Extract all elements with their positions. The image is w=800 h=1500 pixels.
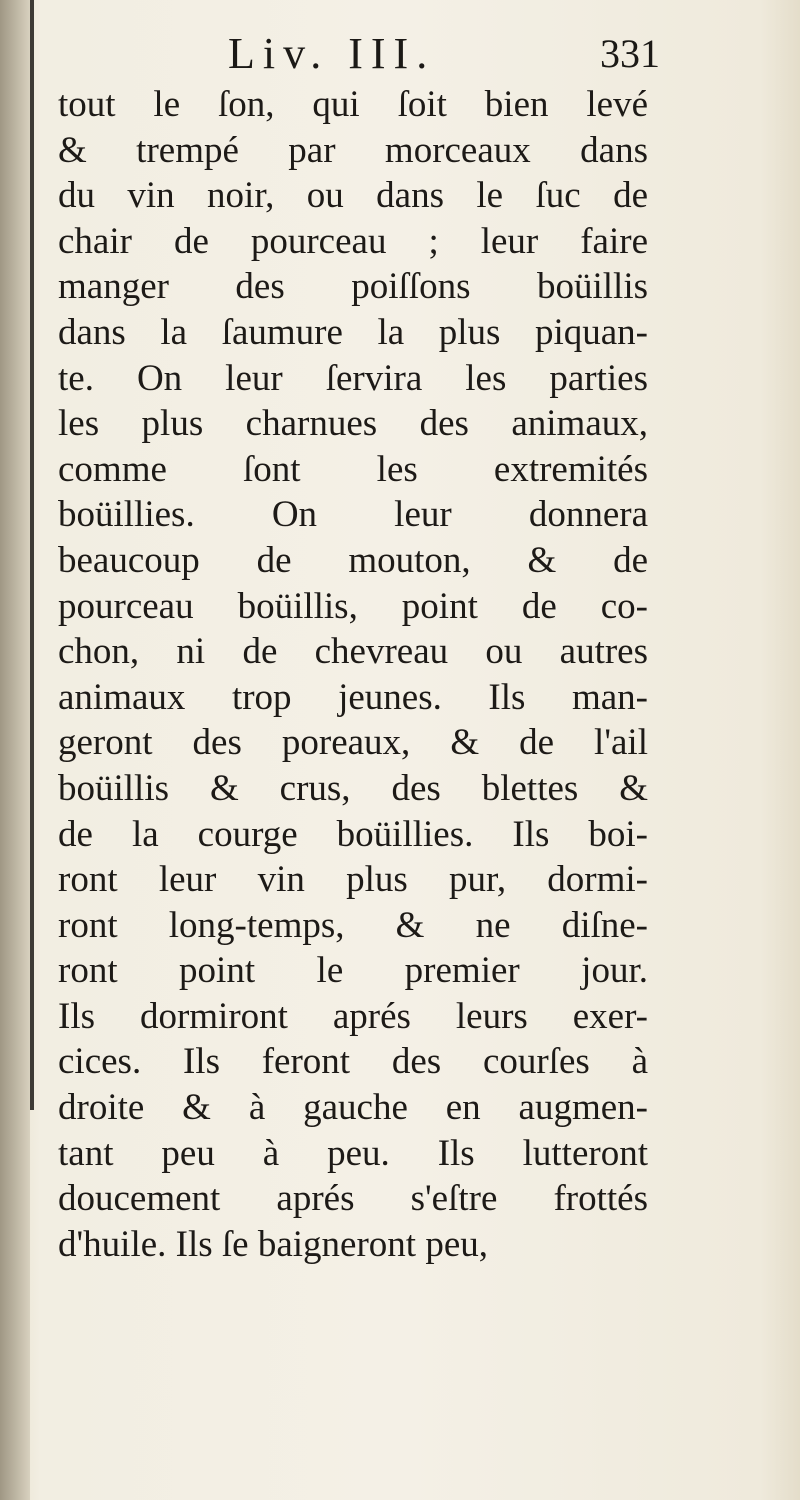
page-number: 331 <box>600 31 660 76</box>
text-line: boüillies. On leur donnera <box>58 494 648 536</box>
text-line: chair de pourceau ; leur faire <box>58 220 648 262</box>
text-line: tout le ſon, qui ſoit bien levé <box>58 84 648 125</box>
text-line: beaucoup de mouton, & de <box>58 539 648 581</box>
body-text <box>58 82 648 1267</box>
page-gutter <box>0 0 30 1500</box>
spine-edge <box>30 0 34 1110</box>
text-line: ront leur vin plus pur, dormi- <box>58 859 648 901</box>
text-line: ront point le premier jour. <box>58 950 648 992</box>
text-line: Ils dormiront aprés leurs exer- <box>58 995 648 1037</box>
text-line: de la courge boüillies. Ils boi- <box>58 813 648 855</box>
text-line: te. On leur ſervira les parties <box>58 357 648 399</box>
running-head: Liv. III. <box>228 29 436 78</box>
text-line: boüillis & crus, des blettes & <box>58 767 648 809</box>
text-line: doucement aprés s'eſtre frottés <box>58 1178 648 1220</box>
page-header <box>80 28 660 88</box>
text-line: animaux trop jeunes. Ils man- <box>58 676 648 718</box>
text-line: chon, ni de chevreau ou autres <box>58 631 648 673</box>
text-line: comme ſont les extremités <box>58 448 648 490</box>
text-line: du vin noir, ou dans le ſuc de <box>58 175 648 217</box>
text-line: cices. Ils feront des courſes à <box>58 1041 648 1083</box>
text-line: d'huile. Ils ſe baigneront peu, <box>58 1223 488 1265</box>
text-line: ront long-temps, & ne diſne- <box>58 904 648 946</box>
text-line: manger des poiſſons boüillis <box>58 266 648 308</box>
text-line: dans la ſaumure la plus piquan- <box>58 311 648 353</box>
text-line: les plus charnues des animaux, <box>58 403 648 445</box>
text-line: droite & à gauche en augmen- <box>58 1087 648 1129</box>
text-line: pourceau boüillis, point de co- <box>58 585 648 627</box>
text-line: & trempé par morceaux dans <box>58 129 648 171</box>
text-line: tant peu à peu. Ils lutteront <box>58 1132 648 1174</box>
text-line: geront des poreaux, & de l'ail <box>58 722 648 764</box>
